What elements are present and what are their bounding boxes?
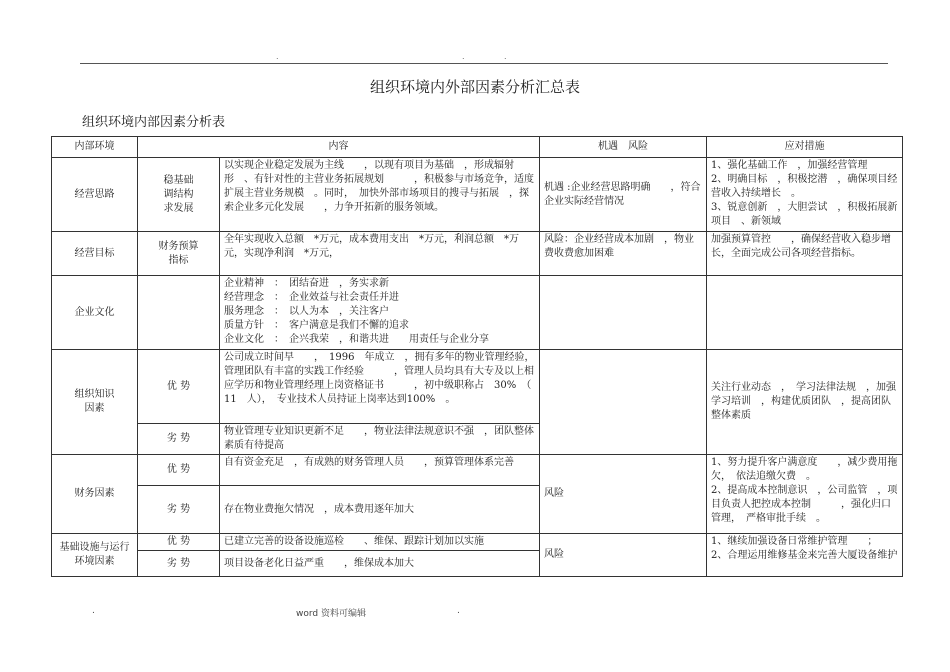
footer-dot: . [92, 606, 95, 616]
content-cell: 存在物业费拖欠情况 ，成本费用逐年加大 [220, 486, 540, 534]
measures-cell: 关注行业动态 ， 学习法律法规 ，加强学习培训 ，构建优质团队 ，提高团队整体素质 [707, 350, 903, 455]
header-dot: . [462, 52, 465, 61]
measures-cell: 加强预算管控 ，确保经营收入稳步增长，全面完成公司各项经营指标。 [707, 232, 903, 276]
table-row [52, 455, 903, 486]
header-dot: . [276, 52, 279, 61]
table-row [52, 232, 903, 276]
measures-cell: 1、努力提升客户满意度 ，减少费用拖欠， 依法追缴欠费 。 2、提高成本控制意识 ，公司监管 ，项目负责人把控成本控制 ，强化归口管理， 严格审批手续 。 [707, 455, 903, 534]
content-cell: 全年实现收入总额 *万元，成本费用支出 *万元，利润总额 *万元，实现净利润 *万元， [220, 232, 540, 276]
content-cell: 企业精神 ： 团结奋进 ，务实求新 经营理念 ： 企业效益与社会责任并进 服务理念 ： 以人为本 ，关注客户 质量方针 ： 客户满意是我们不懈的追求 企业文化 ： 企兴我荣 ，和谐共进 用责任与企业分享 [220, 276, 540, 350]
risk-cell: 风险：企业经营成本加剧 ，物业费收费愈加困难 [540, 232, 707, 276]
footer-dot: . [457, 606, 460, 616]
risk-cell: 风险 [540, 534, 707, 577]
measures-cell: 1、继续加强设备日常维护管理 ； 2、合理运用维修基金来完善大厦设备维护 [707, 534, 903, 577]
table-subtitle: 组织环境内部因素分析表 [82, 115, 226, 130]
row-label: 企业文化 [52, 276, 138, 350]
risk-cell: 机遇 :企业经营思路明确 ，符合企业实际经营情况 [540, 158, 707, 232]
column-header: 内容 [138, 137, 540, 158]
table-row [52, 158, 903, 232]
row-sublabel: 稳基础 调结构 求发展 [138, 158, 220, 232]
content-cell: 以实现企业稳定发展为主线 ，以现有项目为基础 ，形成辐射形 、有针对性的主营业务拓展规划 ，积极参与市场竞争，适度扩展主营业务规模 。同时， 加快外部市场项目的搜寻与拓展 ，探索企业多元化发展 ，力争开拓新的服务领域。 [220, 158, 540, 232]
content-cell: 已建立完善的设备设施巡检 、维保、跟踪计划加以实施 [220, 534, 540, 551]
weakness-label: 劣 势 [138, 486, 220, 534]
table-header-row [52, 137, 903, 158]
row-label: 经营思路 [52, 158, 138, 232]
table-row [52, 276, 903, 350]
risk-cell: 风险 [540, 455, 707, 534]
empty-cell [540, 276, 707, 350]
column-header: 内部环境 [52, 137, 138, 158]
weakness-label: 劣 势 [138, 551, 220, 577]
measures-cell: 1、强化基础工作 ，加强经营管理 2、明确目标 ，积极挖潜 ，确保项目经营收入持续增长 。 3、锐意创新 ，大胆尝试 ，积极拓展新项目 、新领域 [707, 158, 903, 232]
header-dot: . [504, 52, 507, 61]
footer-text: word 资料可编辑 [296, 609, 366, 619]
strength-label: 优 势 [138, 350, 220, 424]
content-cell: 公司成立时间早 ， 1996 年成立 ，拥有多年的物业管理经验， 管理团队有丰富的实践工作经验 ，管理人员均具有大专及以上相应学历和物业管理经理上岗资格证书 ，初中级职称占 30% （ 11 人）， 专业技术人员持证上岗率达到100% 。 [220, 350, 540, 424]
empty-cell [138, 276, 220, 350]
column-header: 应对措施 [707, 137, 903, 158]
row-label: 财务因素 [52, 455, 138, 534]
content-cell: 项目设备老化日益严重 ，维保成本加大 [220, 551, 540, 577]
strength-label: 优 势 [138, 455, 220, 486]
content-cell: 自有资金充足 ，有成熟的财务管理人员 ，预算管理体系完善 [220, 455, 540, 486]
row-label: 基础设施与运行环境因素 [52, 534, 138, 577]
row-sublabel: 财务预算 指标 [138, 232, 220, 276]
weakness-label: 劣 势 [138, 424, 220, 455]
table-row [52, 534, 903, 551]
column-header: 机遇 风险 [540, 137, 707, 158]
table-row [52, 350, 903, 424]
analysis-table [51, 136, 903, 577]
header-rule [80, 63, 888, 64]
empty-cell [540, 350, 707, 455]
row-label: 经营目标 [52, 232, 138, 276]
document-title: 组织环境内外部因素分析汇总表 [369, 78, 580, 96]
empty-cell [707, 276, 903, 350]
content-cell: 物业管理专业知识更新不足 ，物业法律法规意识不强 ，团队整体素质有待提高 [220, 424, 540, 455]
strength-label: 优 势 [138, 534, 220, 551]
row-label: 组织知识 因素 [52, 350, 138, 455]
